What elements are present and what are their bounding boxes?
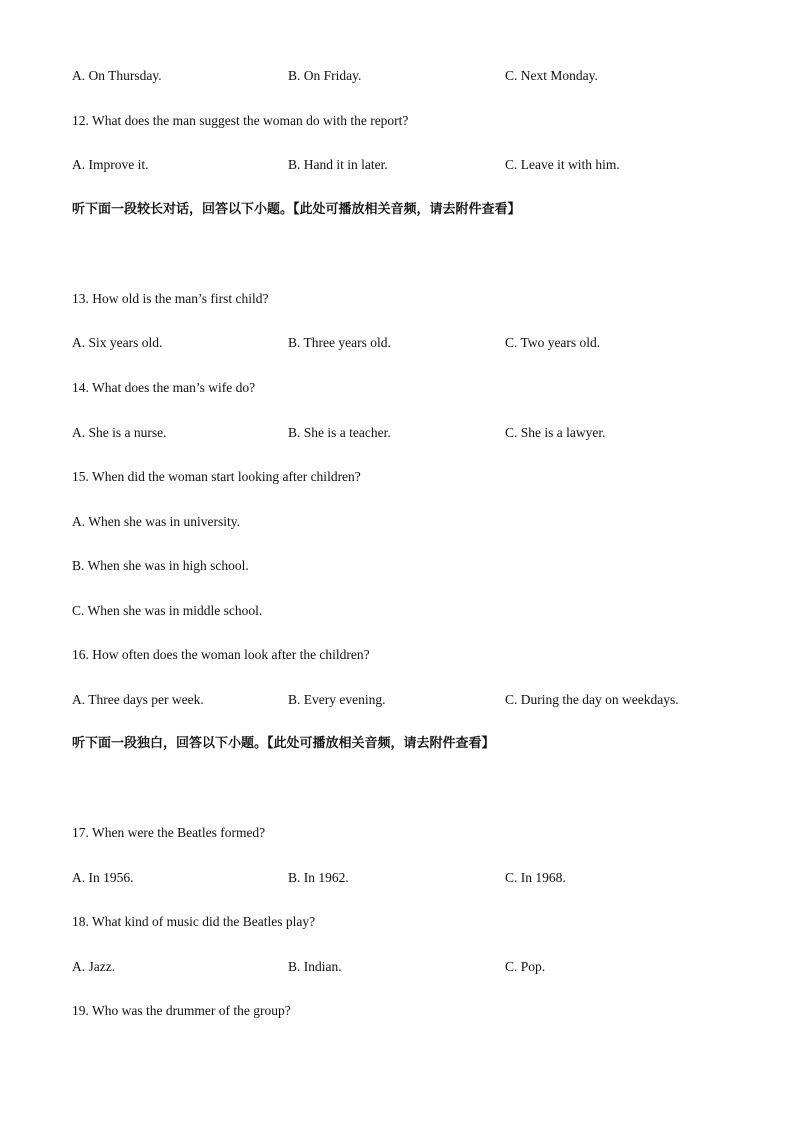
q16-option-b[interactable]: B. Every evening. xyxy=(288,692,386,707)
q11-option-c[interactable]: C. Next Monday. xyxy=(505,68,598,83)
q14-option-b[interactable]: B. She is a teacher. xyxy=(288,425,391,440)
q16-option-c[interactable]: C. During the day on weekdays. xyxy=(505,692,679,707)
q14-question: 14. What does the man’s wife do? xyxy=(72,380,256,395)
q17-option-c[interactable]: C. In 1968. xyxy=(505,870,566,885)
q12-option-b[interactable]: B. Hand it in later. xyxy=(288,157,388,172)
q18-options xyxy=(72,957,772,977)
q14-option-a[interactable]: A. She is a nurse. xyxy=(72,425,167,440)
section-long-dialogue-instruction: 听下面一段较长对话，回答以下小题。【此处可播放相关音频，请去附件查看】 xyxy=(72,202,521,217)
q19-question: 19. Who was the drummer of the group? xyxy=(72,1003,291,1018)
q18-question: 18. What kind of music did the Beatles play? xyxy=(72,914,316,929)
q11-options xyxy=(72,66,772,86)
q11-option-b[interactable]: B. On Friday. xyxy=(288,68,362,83)
q13-option-c[interactable]: C. Two years old. xyxy=(505,335,601,350)
q18-option-c[interactable]: C. Pop. xyxy=(505,959,546,974)
q15-option-c[interactable]: C. When she was in middle school. xyxy=(72,603,263,618)
q12-question: 12. What does the man suggest the woman do with the report? xyxy=(72,113,409,128)
q15-option-b[interactable]: B. When she was in high school. xyxy=(72,558,249,573)
q13-question: 13. How old is the man’s first child? xyxy=(72,291,269,306)
q17-options xyxy=(72,868,772,888)
q11-option-a[interactable]: A. On Thursday. xyxy=(72,68,162,83)
section-monologue-instruction: 听下面一段独白，回答以下小题。【此处可播放相关音频，请去附件查看】 xyxy=(72,736,495,751)
q17-option-b[interactable]: B. In 1962. xyxy=(288,870,349,885)
q16-options xyxy=(72,690,772,710)
q17-option-a[interactable]: A. In 1956. xyxy=(72,870,134,885)
q12-option-a[interactable]: A. Improve it. xyxy=(72,157,149,172)
q16-question: 16. How often does the woman look after the children? xyxy=(72,647,370,662)
q15-question: 15. When did the woman start looking after children? xyxy=(72,469,361,484)
q14-option-c[interactable]: C. She is a lawyer. xyxy=(505,425,606,440)
q13-option-a[interactable]: A. Six years old. xyxy=(72,335,163,350)
q16-option-a[interactable]: A. Three days per week. xyxy=(72,692,204,707)
q15-option-a[interactable]: A. When she was in university. xyxy=(72,514,240,529)
q13-option-b[interactable]: B. Three years old. xyxy=(288,335,391,350)
q17-question: 17. When were the Beatles formed? xyxy=(72,825,266,840)
q13-options xyxy=(72,333,772,353)
q18-option-a[interactable]: A. Jazz. xyxy=(72,959,116,974)
q18-option-b[interactable]: B. Indian. xyxy=(288,959,342,974)
q14-options xyxy=(72,423,772,443)
q12-options xyxy=(72,155,772,175)
q12-option-c[interactable]: C. Leave it with him. xyxy=(505,157,620,172)
